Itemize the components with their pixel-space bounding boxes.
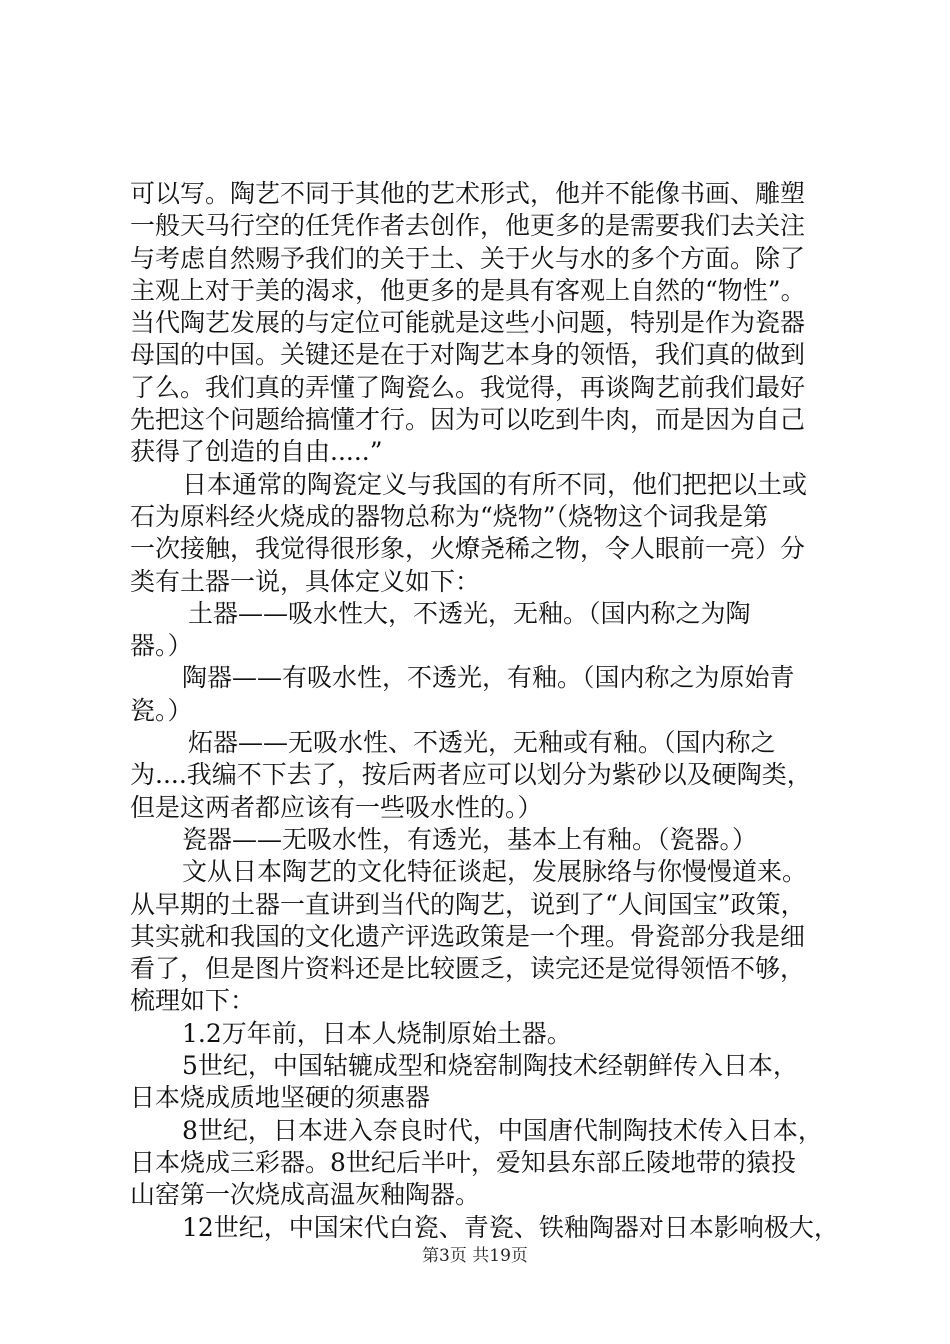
text-line: 山窑第一次烧成高温灰釉陶器。 — [130, 1180, 481, 1210]
text-line: 主观上对于美的渴求，他更多的是具有客观上自然的“物性”。 — [130, 275, 806, 305]
text-line: 日本通常的陶瓷定义与我国的有所不同，他们把把以土或 — [182, 469, 808, 499]
text-line: 5世纪，中国轱辘成型和烧窑制陶技术经朝鲜传入日本， — [182, 1051, 798, 1081]
text-line: 先把这个问题给搞懂才行。因为可以吃到牛肉，而是因为自己 — [130, 405, 806, 435]
text-line: 了么。我们真的弄懂了陶瓷么。我觉得，再谈陶艺前我们最好 — [130, 372, 806, 402]
text-line: 1.2万年前，日本人烧制原始土器。 — [182, 1018, 572, 1048]
text-line: 母国的中国。关键还是在于对陶艺本身的领悟，我们真的做到 — [130, 340, 806, 370]
text-line: 当代陶艺发展的与定位可能就是这些小问题，特别是作为瓷器 — [130, 308, 806, 338]
text-line: 石为原料经火烧成的器物总称为“烧物”（烧物这个词我是第 — [130, 501, 769, 531]
text-line: 瓷器——无吸水性，有透光，基本上有釉。（瓷器。） — [182, 824, 758, 854]
text-line: 类有土器一说，具体定义如下： — [130, 566, 481, 596]
text-line: 器。） — [130, 631, 193, 661]
body-text — [130, 178, 838, 1244]
text-line: 一次接触，我觉得很形象，火燎尧稀之物，令人眼前一亮）分 — [130, 534, 806, 564]
text-line: 从早期的土器一直讲到当代的陶艺，说到了“人间国宝”政策， — [130, 889, 806, 919]
text-line: 一般天马行空的任凭作者去创作，他更多的是需要我们去关注 — [130, 211, 806, 241]
text-line: 但是这两者都应该有一些吸水性的。） — [130, 792, 543, 822]
text-line: 获得了创造的自由.....” — [130, 437, 383, 467]
text-line: 日本烧成三彩器。8世纪后半叶，爱知县东部丘陵地带的猿投 — [130, 1147, 796, 1177]
text-line: 陶器——有吸水性，不透光，有釉。（国内称之为原始青 — [182, 663, 795, 693]
text-line: 土器——吸水性大，不透光，无釉。（国内称之为陶 — [188, 598, 751, 628]
text-line: 看了，但是图片资料还是比较匮乏，读完还是觉得领悟不够， — [130, 954, 806, 984]
text-line: 与考虑自然赐予我们的关于土、关于火与水的多个方面。除了 — [130, 243, 806, 273]
page-footer: 第3页 共19页 — [422, 1246, 528, 1266]
text-line: 12世纪，中国宋代白瓷、青瓷、铁釉陶器对日本影响极大， — [182, 1212, 839, 1242]
text-line: 为....我编不下去了，按后两者应可以划分为紫砂以及硬陶类， — [130, 760, 812, 790]
text-line: 其实就和我国的文化遗产评选政策是一个理。骨瓷部分我是细 — [130, 921, 806, 951]
text-line: 炻器——无吸水性、不透光，无釉或有釉。（国内称之 — [188, 728, 776, 758]
text-line: 瓷。） — [130, 695, 193, 725]
text-line: 日本烧成质地坚硬的须惠器 — [130, 1083, 431, 1113]
text-line: 8世纪，日本进入奈良时代，中国唐代制陶技术传入日本， — [182, 1115, 823, 1145]
text-line: 文从日本陶艺的文化特征谈起，发展脉络与你慢慢道来。 — [182, 857, 808, 887]
text-line: 梳理如下： — [130, 986, 256, 1016]
text-line: 可以写。陶艺不同于其他的艺术形式，他并不能像书画、雕塑 — [130, 179, 806, 208]
